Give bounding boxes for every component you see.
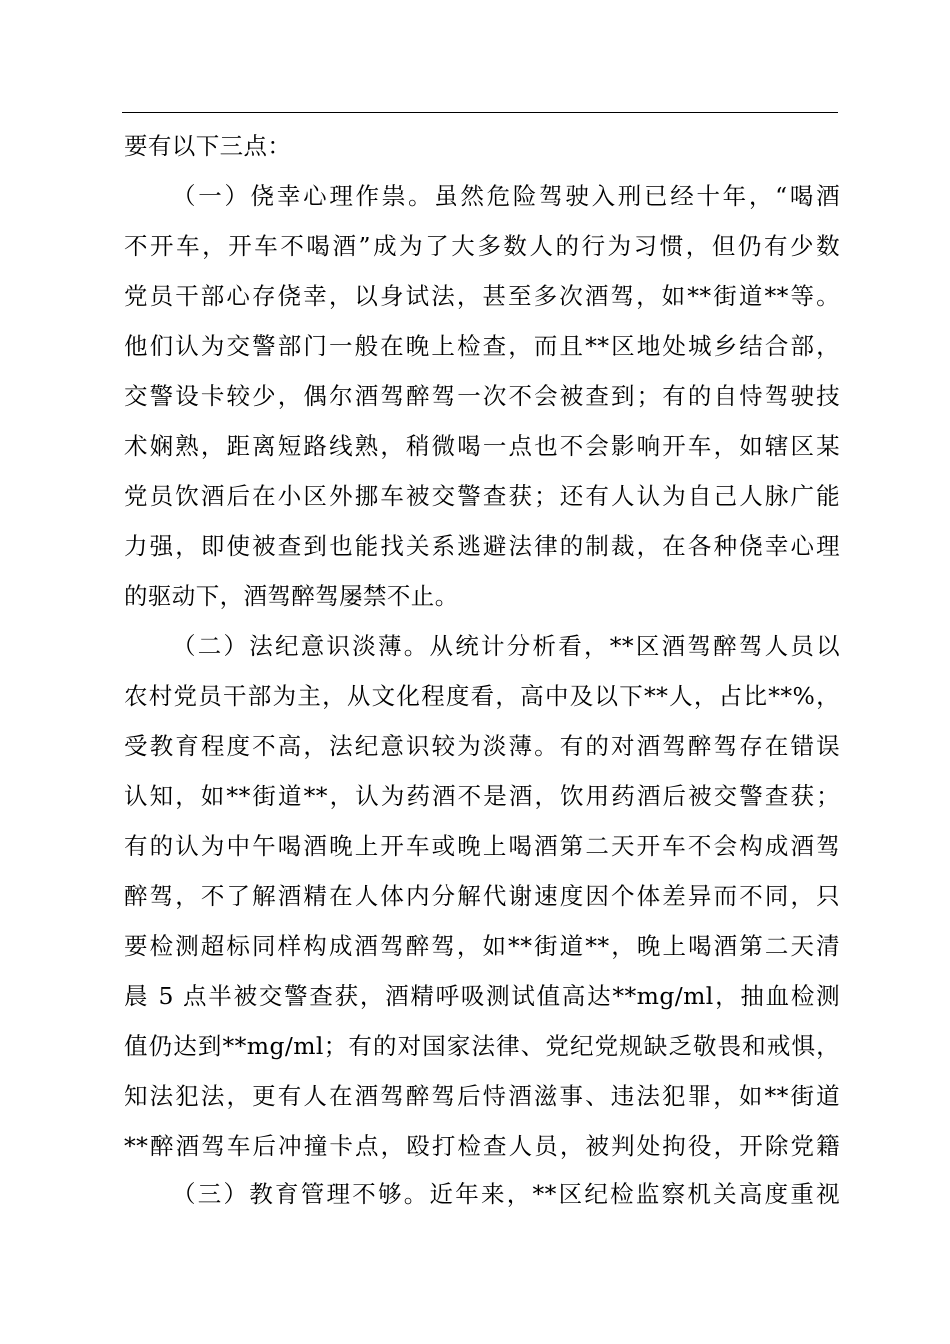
text-line: 知法犯法，更有人在酒驾醉驾后恃酒滋事、违法犯罪，如**街道 (124, 1082, 840, 1110)
paragraph-heading-line: （一）侥幸心理作祟。虽然危险驾驶入刑已经十年，“喝酒 (172, 182, 840, 210)
text-line: 要检测超标同样构成酒驾醉驾，如**街道**，晚上喝酒第二天清 (124, 932, 840, 960)
text-line: 不开车，开车不喝酒”成为了大多数人的行为习惯，但仍有少数 (124, 232, 840, 260)
text-line: **醉酒驾车后冲撞卡点，殴打检查人员，被判处拘役，开除党籍 (124, 1132, 840, 1160)
text-line: 值仍达到**mg/ml；有的对国家法律、党纪党规缺乏敬畏和戒惧， (124, 1032, 840, 1060)
text-line: 力强，即使被查到也能找关系逃避法律的制裁，在各种侥幸心理 (124, 532, 840, 560)
paragraph-heading-line: （二）法纪意识淡薄。从统计分析看，**区酒驾醉驾人员以 (172, 632, 840, 660)
text-line: 党员饮酒后在小区外挪车被交警查获；还有人认为自己人脉广能 (124, 482, 840, 510)
text-line: 有的认为中午喝酒晚上开车或晚上喝酒第二天开车不会构成酒驾 (124, 832, 840, 860)
text-line: 醉驾，不了解酒精在人体内分解代谢速度因个体差异而不同，只 (124, 882, 840, 910)
text-line: 晨 5 点半被交警查获，酒精呼吸测试值高达**mg/ml，抽血检测 (124, 982, 840, 1010)
text-line: 党员干部心存侥幸，以身试法，甚至多次酒驾，如**街道**等。 (124, 282, 840, 310)
text-line: 认知，如**街道**，认为药酒不是酒，饮用药酒后被交警查获； (124, 782, 840, 810)
text-line: 他们认为交警部门一般在晚上检查，而且**区地处城乡结合部， (124, 332, 840, 360)
header-rule (122, 112, 838, 113)
text-line: 交警设卡较少，偶尔酒驾醉驾一次不会被查到；有的自恃驾驶技 (124, 382, 840, 410)
paragraph-heading-line: （三）教育管理不够。近年来，**区纪检监察机关高度重视 (172, 1180, 840, 1208)
text-line: 农村党员干部为主，从文化程度看，高中及以下**人，占比**%， (124, 682, 840, 710)
text-line: 术娴熟，距离短路线熟，稍微喝一点也不会影响开车，如辖区某 (124, 432, 840, 460)
text-line: 要有以下三点： (124, 132, 292, 160)
text-line: 受教育程度不高，法纪意识较为淡薄。有的对酒驾醉驾存在错误 (124, 732, 840, 760)
text-line: 的驱动下，酒驾醉驾屡禁不止。 (124, 582, 459, 610)
